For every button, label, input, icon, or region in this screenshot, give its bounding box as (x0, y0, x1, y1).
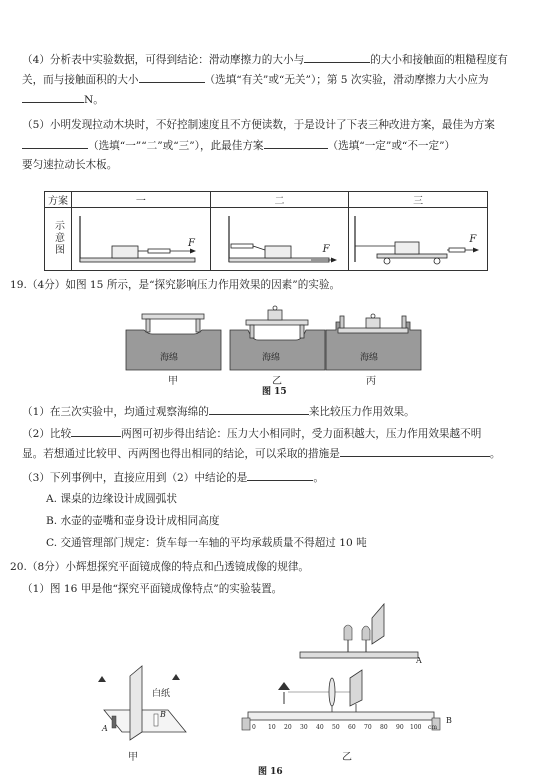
q19-title-text: 19.（4分）如图 15 所示，是“探究影响压力作用效果的因素”的实验。 (10, 279, 341, 291)
sponge-label: 海绵 (262, 353, 281, 363)
q19-option-b (46, 514, 219, 528)
q18-p5-line3 (22, 158, 117, 172)
answer-blank[interactable] (139, 72, 205, 83)
sponge-label: 海绵 (360, 353, 379, 363)
table-header-label: 方案 (45, 192, 72, 208)
ruler-tick: 10 (268, 724, 276, 731)
q19-p2-line1 (22, 426, 481, 441)
answer-blank[interactable] (209, 404, 309, 415)
fig-label-jia: 甲 (168, 376, 178, 387)
force-label: F (188, 238, 195, 249)
candle-b-label: B (160, 710, 166, 719)
answer-blank[interactable] (264, 138, 328, 149)
q19-p2-text-c: 显。若想通过比较甲、丙两图也得出相同的结论，可以采取的措施是 (22, 448, 340, 460)
option-b-text: B. 水壶的壶嘴和壶身设计成相同高度 (46, 515, 220, 527)
q18-p5-text-a: （5）小明发现拉动木块时，不好控制速度且不方便读数，于是设计了下表三种改进方案，最佳为方案 (22, 119, 495, 131)
q19-p2-text-a: （2）比较 (22, 428, 72, 440)
answer-blank[interactable] (22, 92, 84, 103)
scheme-2-diagram (210, 208, 349, 271)
q20-p1-text: （1）图 16 甲是他“探究平面镜成像特点”的实验装置。 (22, 583, 283, 595)
ruler-tick: 60 (348, 724, 356, 731)
ruler-tick: 100 (410, 724, 422, 731)
sponge-label: 海绵 (160, 353, 179, 363)
q18-p5-text-d: 要匀速拉动长木板。 (22, 159, 118, 171)
row-label-cell (45, 208, 72, 271)
ruler-tick: 30 (300, 724, 308, 731)
q19-title (10, 278, 340, 292)
fig16-label-jia: 甲 (128, 752, 138, 763)
q19-p1 (22, 404, 415, 419)
candle-a-label: A (102, 724, 108, 733)
q18-p4-text-c: 关，而与接触面积的大小 (22, 74, 139, 86)
optical-bench-diagram (240, 600, 450, 730)
answer-blank[interactable] (22, 138, 88, 149)
force-label: F (469, 234, 477, 245)
bench-b-label: B (446, 716, 452, 725)
q20-p1 (22, 582, 282, 596)
scheme-3-header: 三 (349, 192, 488, 208)
answer-blank[interactable] (304, 52, 370, 63)
q19-p3-text-b: 。 (313, 472, 324, 484)
ruler-tick: 0 (252, 724, 256, 731)
figure-15 (0, 300, 550, 390)
q19-option-c (46, 536, 367, 550)
scheme-1-diagram (72, 208, 211, 271)
q19-p1-text-b: 来比较压力作用效果。 (308, 406, 415, 418)
scheme-1-header: 一 (72, 192, 211, 208)
q18-p5-line1 (22, 118, 495, 132)
option-a-text: A. 课桌的边缘设计成圆弧状 (46, 493, 177, 505)
white-paper-label: 白纸 (152, 689, 171, 699)
mirror-setup-diagram (90, 662, 200, 752)
q18-p5-text-c: （选填“一定”或“不一定”） (327, 140, 456, 152)
fig16-label-yi: 乙 (342, 752, 352, 763)
scheme-3-diagram (349, 208, 488, 271)
answer-blank[interactable] (247, 470, 313, 481)
q19-p1-text-a: （1）在三次实验中，均通过观察海绵的 (22, 406, 209, 418)
ruler-tick: 40 (316, 724, 324, 731)
q18-p4-line1 (22, 52, 508, 67)
q19-p2-line2 (22, 446, 500, 461)
figure-16-caption: 图 16 (258, 767, 283, 777)
q18-p4-text-d: （选填“有关”或“无关”）；第 5 次实验，滑动摩擦力大小应为 (204, 74, 489, 86)
q18-p4-text-b: 的大小和接触面的粗糙程度有 (370, 54, 508, 66)
answer-blank[interactable] (71, 426, 121, 437)
q18-p4-line3 (22, 92, 104, 107)
q18-p4-line2 (22, 72, 489, 87)
q19-p3-text-a: （3）下列事例中，直接应用到（2）中结论的是 (22, 472, 248, 484)
ruler-tick: 90 (396, 724, 404, 731)
answer-blank[interactable] (340, 446, 490, 457)
q19-p2-text-d: 。 (489, 448, 501, 460)
ruler-tick: 50 (332, 724, 340, 731)
scheme-table (44, 191, 488, 271)
option-c-text: C. 交通管理部门规定：货车每一车轴的平均承载质量不得超过 10 吨 (46, 537, 367, 549)
ruler-tick: 70 (364, 724, 372, 731)
fig-label-yi: 乙 (272, 376, 282, 387)
q18-p4-text-e: N。 (84, 94, 104, 106)
figure-15-caption: 图 15 (262, 387, 287, 397)
ruler-tick: 20 (284, 724, 292, 731)
row-label: 示意图 (52, 219, 64, 256)
q20-title-text: 20.（8分）小辉想探究平面镜成像的特点和凸透镜成像的规律。 (10, 561, 310, 573)
q19-p2-text-b: 两图可初步得出结论：压力大小相同时，受力面积越大，压力作用效果越不明 (121, 428, 482, 440)
q19-p3 (22, 470, 324, 485)
ruler-tick: cm (428, 724, 438, 731)
bench-a-label: A (416, 656, 422, 665)
ruler-tick: 80 (380, 724, 388, 731)
q18-p4-text-a: （4）分析表中实验数据，可得到结论：滑动摩擦力的大小与 (22, 54, 305, 66)
q18-p5-line2 (22, 138, 455, 153)
q19-option-a (46, 492, 177, 506)
q18-p5-text-b: （选填“一”“二”或“三”），此最佳方案 (88, 140, 264, 152)
fig-label-bing: 丙 (366, 376, 376, 387)
scheme-2-header: 二 (210, 192, 349, 208)
ruler-ticks (252, 724, 442, 734)
force-label: F (322, 244, 330, 255)
q20-title (10, 560, 309, 574)
